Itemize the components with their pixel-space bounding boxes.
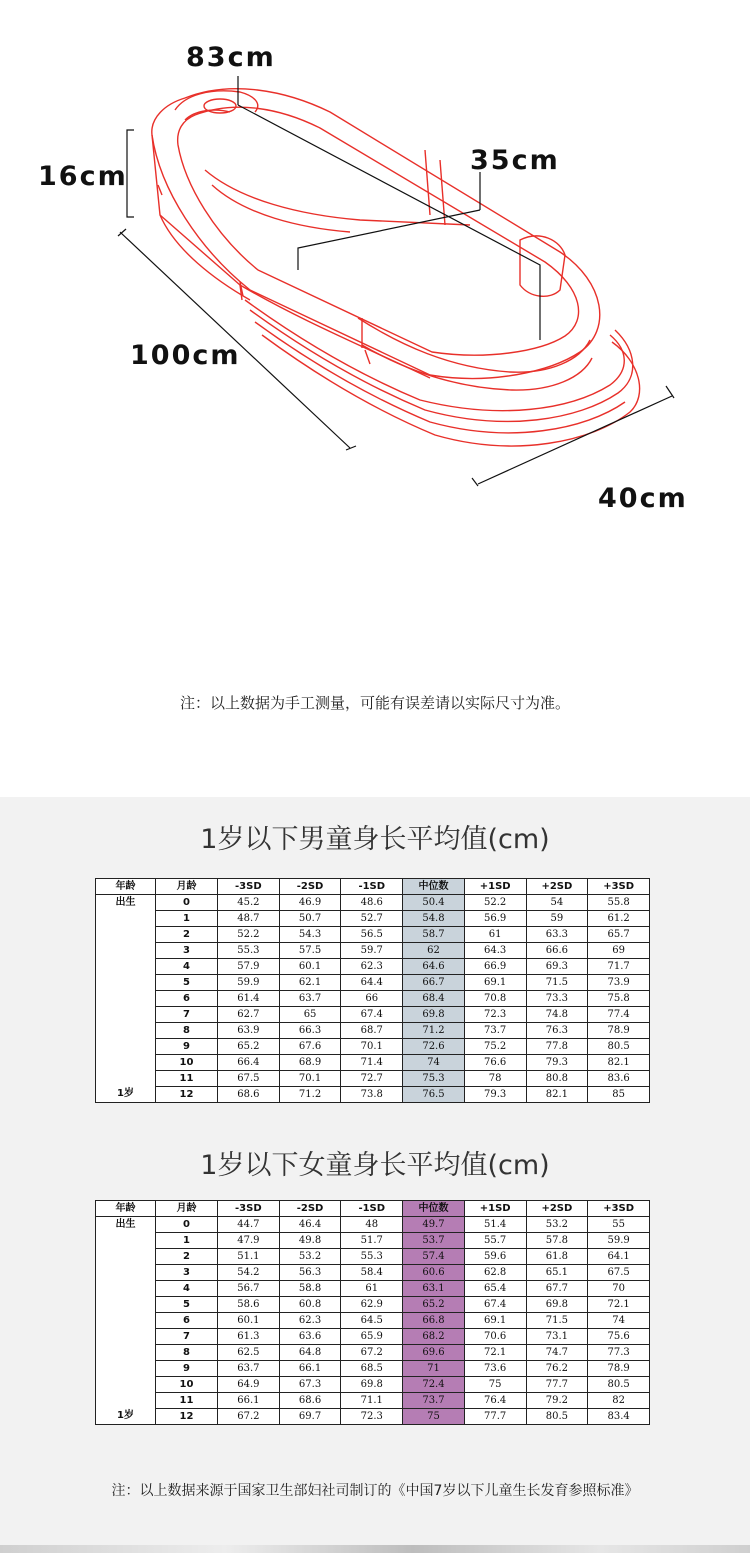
- value-cell: 80.5: [588, 1039, 650, 1055]
- month-cell: 4: [156, 959, 218, 975]
- value-cell: 69.1: [464, 975, 526, 991]
- age-cell: 出生: [96, 895, 156, 911]
- value-cell: 65.9: [341, 1329, 403, 1345]
- column-header: +2SD: [526, 1201, 588, 1217]
- age-cell: [96, 1281, 156, 1297]
- month-cell: 5: [156, 975, 218, 991]
- month-cell: 6: [156, 991, 218, 1007]
- value-cell: 82.1: [526, 1087, 588, 1103]
- value-cell: 73.7: [464, 1023, 526, 1039]
- table-row: [96, 1361, 650, 1377]
- value-cell: 62.7: [218, 1007, 280, 1023]
- value-cell: 76.2: [526, 1361, 588, 1377]
- source-note: 注：以上数据来源于国家卫生部妇社司制订的《中国7岁以下儿童生长发育参照标准》: [111, 1483, 639, 1499]
- value-cell: 79.2: [526, 1393, 588, 1409]
- value-cell: 55: [588, 1217, 650, 1233]
- value-cell: 79.3: [526, 1055, 588, 1071]
- dim-83cm-label: 83cm: [186, 42, 276, 73]
- table-row: [96, 1297, 650, 1313]
- column-header: +3SD: [588, 1201, 650, 1217]
- value-cell: 71.7: [588, 959, 650, 975]
- age-cell: [96, 1023, 156, 1039]
- column-header: 月龄: [156, 879, 218, 895]
- value-cell: 71.2: [403, 1023, 465, 1039]
- value-cell: 68.2: [403, 1329, 465, 1345]
- table-row: [96, 959, 650, 975]
- month-cell: 9: [156, 1039, 218, 1055]
- month-cell: 2: [156, 927, 218, 943]
- month-cell: 0: [156, 1217, 218, 1233]
- boys-table-title: 1岁以下男童身长平均值(cm): [200, 824, 550, 855]
- value-cell: 74: [588, 1313, 650, 1329]
- value-cell: 72.1: [464, 1345, 526, 1361]
- table-row: [96, 975, 650, 991]
- value-cell: 51.1: [218, 1249, 280, 1265]
- month-cell: 11: [156, 1393, 218, 1409]
- value-cell: 54.3: [279, 927, 341, 943]
- value-cell: 47.9: [218, 1233, 280, 1249]
- table-row: [96, 1329, 650, 1345]
- value-cell: 75: [464, 1377, 526, 1393]
- column-header: 中位数: [403, 879, 465, 895]
- column-header: -1SD: [341, 879, 403, 895]
- value-cell: 77.3: [588, 1345, 650, 1361]
- age-cell: [96, 911, 156, 927]
- value-cell: 67.2: [218, 1409, 280, 1425]
- column-header: +2SD: [526, 879, 588, 895]
- value-cell: 52.7: [341, 911, 403, 927]
- column-header: +1SD: [464, 1201, 526, 1217]
- value-cell: 64.9: [218, 1377, 280, 1393]
- table-row: [96, 911, 650, 927]
- value-cell: 55.3: [218, 943, 280, 959]
- value-cell: 73.3: [526, 991, 588, 1007]
- value-cell: 56.5: [341, 927, 403, 943]
- boys-length-table: [95, 878, 650, 1103]
- table-row: [96, 1087, 650, 1103]
- value-cell: 64.6: [403, 959, 465, 975]
- value-cell: 65.1: [526, 1265, 588, 1281]
- value-cell: 74.8: [526, 1007, 588, 1023]
- value-cell: 80.8: [526, 1071, 588, 1087]
- value-cell: 76.4: [464, 1393, 526, 1409]
- month-cell: 12: [156, 1087, 218, 1103]
- value-cell: 72.7: [341, 1071, 403, 1087]
- value-cell: 71.2: [279, 1087, 341, 1103]
- value-cell: 67.4: [341, 1007, 403, 1023]
- value-cell: 69.7: [279, 1409, 341, 1425]
- age-cell: [96, 1361, 156, 1377]
- value-cell: 58.7: [403, 927, 465, 943]
- table-row: [96, 1055, 650, 1071]
- table-row: [96, 1071, 650, 1087]
- value-cell: 58.6: [218, 1297, 280, 1313]
- value-cell: 67.6: [279, 1039, 341, 1055]
- value-cell: 60.1: [279, 959, 341, 975]
- table-row: [96, 1265, 650, 1281]
- value-cell: 55.3: [341, 1249, 403, 1265]
- value-cell: 69.8: [341, 1377, 403, 1393]
- value-cell: 79.3: [464, 1087, 526, 1103]
- value-cell: 59.7: [341, 943, 403, 959]
- table-row: [96, 1249, 650, 1265]
- age-cell: [96, 991, 156, 1007]
- value-cell: 54.2: [218, 1265, 280, 1281]
- value-cell: 65: [279, 1007, 341, 1023]
- value-cell: 57.8: [526, 1233, 588, 1249]
- column-header: -3SD: [218, 1201, 280, 1217]
- value-cell: 69: [588, 943, 650, 959]
- column-header: +3SD: [588, 879, 650, 895]
- value-cell: 45.2: [218, 895, 280, 911]
- value-cell: 61.8: [526, 1249, 588, 1265]
- value-cell: 52.2: [464, 895, 526, 911]
- value-cell: 73.9: [588, 975, 650, 991]
- dim-16cm-label: 16cm: [38, 161, 128, 192]
- column-header: -2SD: [279, 1201, 341, 1217]
- value-cell: 57.4: [403, 1249, 465, 1265]
- value-cell: 73.1: [526, 1329, 588, 1345]
- value-cell: 82: [588, 1393, 650, 1409]
- value-cell: 76.5: [403, 1087, 465, 1103]
- month-cell: 7: [156, 1007, 218, 1023]
- value-cell: 51.4: [464, 1217, 526, 1233]
- value-cell: 51.7: [341, 1233, 403, 1249]
- value-cell: 73.7: [403, 1393, 465, 1409]
- value-cell: 77.7: [526, 1377, 588, 1393]
- girls-table-title: 1岁以下女童身长平均值(cm): [200, 1150, 550, 1181]
- dim-100cm-label: 100cm: [130, 340, 241, 371]
- value-cell: 55.7: [464, 1233, 526, 1249]
- value-cell: 60.8: [279, 1297, 341, 1313]
- value-cell: 56.7: [218, 1281, 280, 1297]
- value-cell: 64.8: [279, 1345, 341, 1361]
- month-cell: 3: [156, 1265, 218, 1281]
- value-cell: 64.1: [588, 1249, 650, 1265]
- value-cell: 48.6: [341, 895, 403, 911]
- value-cell: 72.6: [403, 1039, 465, 1055]
- value-cell: 67.5: [588, 1265, 650, 1281]
- value-cell: 68.9: [279, 1055, 341, 1071]
- age-cell: [96, 1377, 156, 1393]
- table-row: [96, 1409, 650, 1425]
- value-cell: 57.5: [279, 943, 341, 959]
- value-cell: 59.9: [218, 975, 280, 991]
- value-cell: 72.3: [464, 1007, 526, 1023]
- age-cell: [96, 1071, 156, 1087]
- table-header-row: [96, 879, 650, 895]
- value-cell: 69.8: [403, 1007, 465, 1023]
- value-cell: 71: [403, 1361, 465, 1377]
- value-cell: 66: [341, 991, 403, 1007]
- dim-40cm-label: 40cm: [598, 483, 688, 514]
- month-cell: 9: [156, 1361, 218, 1377]
- table-row: [96, 1313, 650, 1329]
- value-cell: 56.3: [279, 1265, 341, 1281]
- month-cell: 10: [156, 1377, 218, 1393]
- value-cell: 75.8: [588, 991, 650, 1007]
- table-row: [96, 1393, 650, 1409]
- value-cell: 75: [403, 1409, 465, 1425]
- value-cell: 56.9: [464, 911, 526, 927]
- value-cell: 64.3: [464, 943, 526, 959]
- value-cell: 52.2: [218, 927, 280, 943]
- value-cell: 59.9: [588, 1233, 650, 1249]
- age-cell: 1岁: [96, 1409, 156, 1425]
- value-cell: 68.7: [341, 1023, 403, 1039]
- age-cell: [96, 943, 156, 959]
- age-cell: [96, 1007, 156, 1023]
- value-cell: 62.3: [279, 1313, 341, 1329]
- month-cell: 6: [156, 1313, 218, 1329]
- value-cell: 72.3: [341, 1409, 403, 1425]
- girls-length-table: [95, 1200, 650, 1425]
- month-cell: 8: [156, 1345, 218, 1361]
- age-cell: [96, 1055, 156, 1071]
- table-row: [96, 927, 650, 943]
- value-cell: 70: [588, 1281, 650, 1297]
- value-cell: 68.6: [279, 1393, 341, 1409]
- value-cell: 66.7: [403, 975, 465, 991]
- value-cell: 82.1: [588, 1055, 650, 1071]
- dim-35cm-label: 35cm: [470, 145, 560, 176]
- value-cell: 74: [403, 1055, 465, 1071]
- value-cell: 70.6: [464, 1329, 526, 1345]
- age-cell: 出生: [96, 1217, 156, 1233]
- month-cell: 1: [156, 911, 218, 927]
- table-header-row: [96, 1201, 650, 1217]
- value-cell: 65.7: [588, 927, 650, 943]
- value-cell: 64.4: [341, 975, 403, 991]
- value-cell: 80.5: [526, 1409, 588, 1425]
- value-cell: 66.1: [218, 1393, 280, 1409]
- table-row: [96, 1233, 650, 1249]
- value-cell: 61: [464, 927, 526, 943]
- value-cell: 66.6: [526, 943, 588, 959]
- value-cell: 65.2: [403, 1297, 465, 1313]
- measure-note: 注：以上数据为手工测量，可能有误差请以实际尺寸为准。: [179, 694, 570, 712]
- value-cell: 46.9: [279, 895, 341, 911]
- value-cell: 71.4: [341, 1055, 403, 1071]
- value-cell: 66.8: [403, 1313, 465, 1329]
- value-cell: 68.6: [218, 1087, 280, 1103]
- value-cell: 63.9: [218, 1023, 280, 1039]
- value-cell: 78.9: [588, 1023, 650, 1039]
- column-header: 年龄: [96, 879, 156, 895]
- value-cell: 62.3: [341, 959, 403, 975]
- value-cell: 76.6: [464, 1055, 526, 1071]
- age-cell: [96, 975, 156, 991]
- value-cell: 77.8: [526, 1039, 588, 1055]
- age-cell: [96, 927, 156, 943]
- value-cell: 66.9: [464, 959, 526, 975]
- table-row: [96, 1039, 650, 1055]
- value-cell: 63.7: [279, 991, 341, 1007]
- age-cell: [96, 1297, 156, 1313]
- month-cell: 12: [156, 1409, 218, 1425]
- value-cell: 74.7: [526, 1345, 588, 1361]
- value-cell: 70.8: [464, 991, 526, 1007]
- value-cell: 67.7: [526, 1281, 588, 1297]
- value-cell: 48.7: [218, 911, 280, 927]
- value-cell: 76.3: [526, 1023, 588, 1039]
- value-cell: 71.5: [526, 1313, 588, 1329]
- age-cell: 1岁: [96, 1087, 156, 1103]
- value-cell: 44.7: [218, 1217, 280, 1233]
- value-cell: 64.5: [341, 1313, 403, 1329]
- value-cell: 69.6: [403, 1345, 465, 1361]
- value-cell: 70.1: [341, 1039, 403, 1055]
- value-cell: 65.4: [464, 1281, 526, 1297]
- value-cell: 70.1: [279, 1071, 341, 1087]
- value-cell: 63.7: [218, 1361, 280, 1377]
- value-cell: 63.1: [403, 1281, 465, 1297]
- month-cell: 10: [156, 1055, 218, 1071]
- value-cell: 62.5: [218, 1345, 280, 1361]
- value-cell: 61: [341, 1281, 403, 1297]
- value-cell: 58.4: [341, 1265, 403, 1281]
- value-cell: 69.3: [526, 959, 588, 975]
- value-cell: 67.2: [341, 1345, 403, 1361]
- value-cell: 73.6: [464, 1361, 526, 1377]
- value-cell: 54: [526, 895, 588, 911]
- value-cell: 59: [526, 911, 588, 927]
- age-cell: [96, 1313, 156, 1329]
- value-cell: 75.2: [464, 1039, 526, 1055]
- value-cell: 77.7: [464, 1409, 526, 1425]
- value-cell: 57.9: [218, 959, 280, 975]
- age-cell: [96, 1345, 156, 1361]
- value-cell: 85: [588, 1087, 650, 1103]
- value-cell: 69.8: [526, 1297, 588, 1313]
- value-cell: 77.4: [588, 1007, 650, 1023]
- value-cell: 46.4: [279, 1217, 341, 1233]
- value-cell: 66.4: [218, 1055, 280, 1071]
- value-cell: 61.3: [218, 1329, 280, 1345]
- age-cell: [96, 959, 156, 975]
- value-cell: 68.5: [341, 1361, 403, 1377]
- month-cell: 4: [156, 1281, 218, 1297]
- table-row: [96, 943, 650, 959]
- value-cell: 71.1: [341, 1393, 403, 1409]
- age-cell: [96, 1329, 156, 1345]
- value-cell: 53.7: [403, 1233, 465, 1249]
- age-cell: [96, 1265, 156, 1281]
- month-cell: 1: [156, 1233, 218, 1249]
- age-cell: [96, 1249, 156, 1265]
- table-row: [96, 991, 650, 1007]
- bassinet-diagram: [0, 0, 750, 560]
- value-cell: 63.6: [279, 1329, 341, 1345]
- value-cell: 83.6: [588, 1071, 650, 1087]
- value-cell: 65.2: [218, 1039, 280, 1055]
- table-row: [96, 1007, 650, 1023]
- value-cell: 61.4: [218, 991, 280, 1007]
- column-header: -1SD: [341, 1201, 403, 1217]
- value-cell: 58.8: [279, 1281, 341, 1297]
- table-row: [96, 1377, 650, 1393]
- value-cell: 78.9: [588, 1361, 650, 1377]
- value-cell: 83.4: [588, 1409, 650, 1425]
- column-header: 月龄: [156, 1201, 218, 1217]
- value-cell: 78: [464, 1071, 526, 1087]
- value-cell: 69.1: [464, 1313, 526, 1329]
- value-cell: 48: [341, 1217, 403, 1233]
- value-cell: 60.1: [218, 1313, 280, 1329]
- value-cell: 66.3: [279, 1023, 341, 1039]
- value-cell: 53.2: [279, 1249, 341, 1265]
- month-cell: 8: [156, 1023, 218, 1039]
- value-cell: 67.3: [279, 1377, 341, 1393]
- age-cell: [96, 1233, 156, 1249]
- value-cell: 62: [403, 943, 465, 959]
- value-cell: 50.4: [403, 895, 465, 911]
- month-cell: 11: [156, 1071, 218, 1087]
- age-cell: [96, 1039, 156, 1055]
- value-cell: 71.5: [526, 975, 588, 991]
- value-cell: 49.7: [403, 1217, 465, 1233]
- value-cell: 72.4: [403, 1377, 465, 1393]
- value-cell: 67.5: [218, 1071, 280, 1087]
- value-cell: 62.8: [464, 1265, 526, 1281]
- value-cell: 63.3: [526, 927, 588, 943]
- column-header: 年龄: [96, 1201, 156, 1217]
- value-cell: 55.8: [588, 895, 650, 911]
- column-header: 中位数: [403, 1201, 465, 1217]
- table-row: [96, 1281, 650, 1297]
- value-cell: 54.8: [403, 911, 465, 927]
- value-cell: 59.6: [464, 1249, 526, 1265]
- value-cell: 73.8: [341, 1087, 403, 1103]
- table-row: [96, 1345, 650, 1361]
- table-row: [96, 1217, 650, 1233]
- value-cell: 50.7: [279, 911, 341, 927]
- value-cell: 80.5: [588, 1377, 650, 1393]
- column-header: +1SD: [464, 879, 526, 895]
- month-cell: 5: [156, 1297, 218, 1313]
- value-cell: 62.9: [341, 1297, 403, 1313]
- value-cell: 62.1: [279, 975, 341, 991]
- column-header: -2SD: [279, 879, 341, 895]
- value-cell: 75.3: [403, 1071, 465, 1087]
- age-cell: [96, 1393, 156, 1409]
- table-row: [96, 895, 650, 911]
- value-cell: 72.1: [588, 1297, 650, 1313]
- month-cell: 3: [156, 943, 218, 959]
- value-cell: 60.6: [403, 1265, 465, 1281]
- bottom-photo-strip: [0, 1545, 750, 1553]
- value-cell: 66.1: [279, 1361, 341, 1377]
- month-cell: 2: [156, 1249, 218, 1265]
- value-cell: 61.2: [588, 911, 650, 927]
- value-cell: 53.2: [526, 1217, 588, 1233]
- table-row: [96, 1023, 650, 1039]
- month-cell: 0: [156, 895, 218, 911]
- value-cell: 75.6: [588, 1329, 650, 1345]
- value-cell: 49.8: [279, 1233, 341, 1249]
- value-cell: 68.4: [403, 991, 465, 1007]
- month-cell: 7: [156, 1329, 218, 1345]
- column-header: -3SD: [218, 879, 280, 895]
- value-cell: 67.4: [464, 1297, 526, 1313]
